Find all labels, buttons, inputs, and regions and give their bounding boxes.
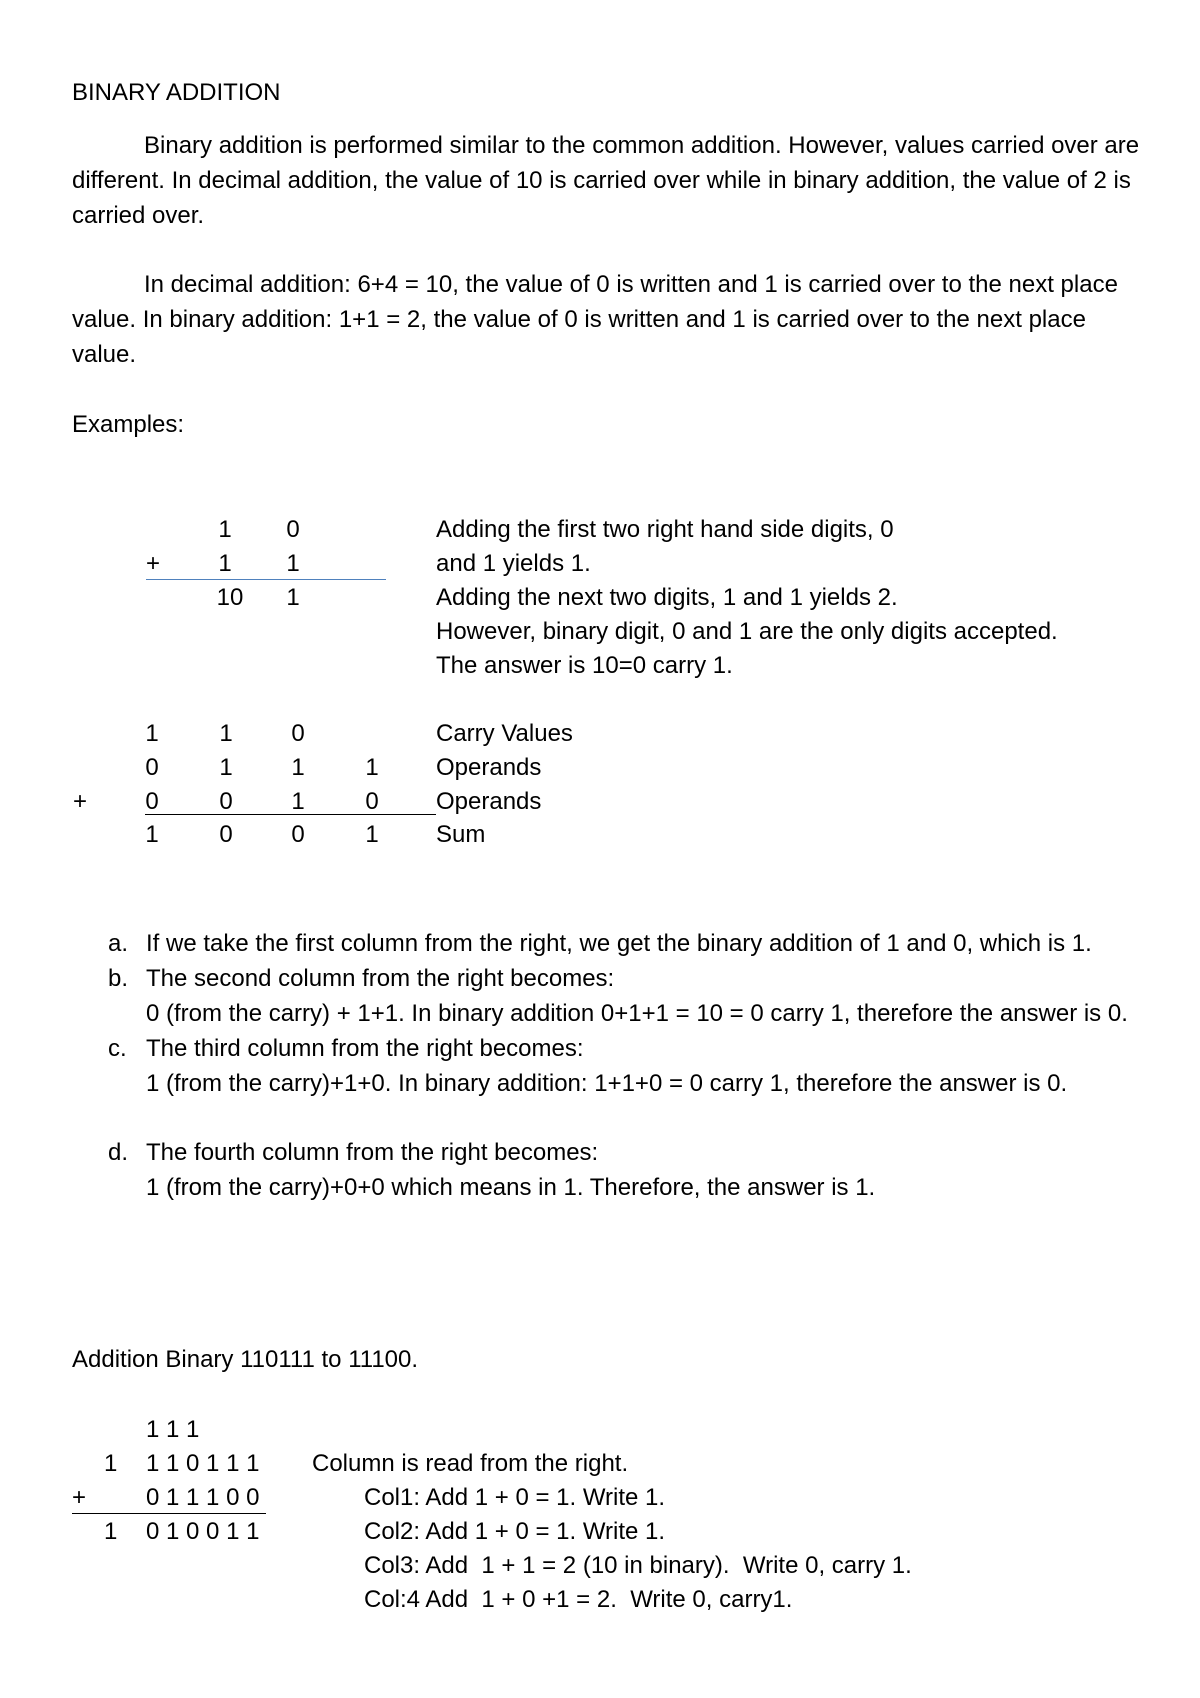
- ex1-note-line: The answer is 10=0 carry 1.: [436, 652, 733, 679]
- ex2-row-label: Operands: [436, 754, 542, 781]
- ex3-row2-digits: 0 1 1 1 0 0: [146, 1484, 260, 1511]
- ex1-note-line: and 1 yields 1.: [436, 550, 591, 577]
- list-item-text: 1 (from the carry)+0+0 which means in 1. Therefore, the answer is 1.: [146, 1174, 876, 1201]
- list-item-text: If we take the first column from the right, we get the binary addition of 1 and 0, which is 1.: [146, 930, 1092, 957]
- list-item-text: 1 (from the carry)+1+0. In binary addition: 1+1+0 = 0 carry 1, therefore the answer is 0.: [146, 1070, 1068, 1097]
- ex3-row1-prefix: 1: [104, 1450, 118, 1477]
- ex2-cell: 0: [219, 821, 233, 848]
- ex1-note-line: Adding the first two right hand side digits, 0: [436, 516, 894, 543]
- list-item-text: The second column from the right becomes:: [146, 965, 615, 992]
- list-item: [108, 1031, 1148, 1101]
- intro-paragraph-2: In decimal addition: 6+4 = 10, the value of 0 is written and 1 is carried over to the next place value. In binary addition: 1+1 = 2, the value of 0 is written and 1 is carried over to the next place value.: [72, 271, 1118, 368]
- ex2-cell: 1: [291, 754, 305, 781]
- ex1-note-line: Adding the next two digits, 1 and 1 yields 2.: [436, 584, 898, 611]
- ex2-cell: 1: [219, 754, 233, 781]
- ex3-note-line: Col2: Add 1 + 0 = 1. Write 1.: [364, 1518, 666, 1545]
- list-item-text: 0 (from the carry) + 1+1. In binary addition 0+1+1 = 10 = 0 carry 1, therefore the answer is 0.: [146, 1000, 1128, 1027]
- ex2-cell: 0: [145, 754, 159, 781]
- ex1-result-digit: 10: [216, 584, 244, 611]
- ex2-sum-rule: [145, 814, 436, 815]
- ex3-note-line: Column is read from the right.: [312, 1450, 629, 1477]
- ex3-note-line: Col3: Add 1 + 1 = 2 (10 in binary). Write 0, carry 1.: [364, 1552, 912, 1579]
- ex2-row-label: Sum: [436, 821, 486, 848]
- ex1-row2-digit: 1: [218, 550, 232, 577]
- list-item: [108, 1135, 1148, 1205]
- ex1-row2-digit: 1: [286, 550, 300, 577]
- ex2-cell: 0: [291, 720, 305, 747]
- ex3-heading: Addition Binary 110111 to 11100.: [72, 1346, 419, 1373]
- ex2-row-label: Operands: [436, 788, 542, 815]
- ex2-cell: 1: [365, 821, 379, 848]
- ex3-plus-sign: +: [72, 1484, 87, 1511]
- ex3-sum-digits: 0 1 0 0 1 1: [146, 1518, 260, 1545]
- list-item-text: The third column from the right becomes:: [146, 1035, 584, 1062]
- ex2-row-label: Carry Values: [436, 720, 573, 747]
- ex1-note-line: However, binary digit, 0 and 1 are the only digits accepted.: [436, 618, 1058, 645]
- ex2-cell: 0: [365, 788, 379, 815]
- list-marker: a.: [108, 930, 129, 957]
- ex1-sum-rule: [146, 579, 386, 580]
- list-marker: c.: [108, 1035, 127, 1062]
- ex2-cell: 0: [291, 821, 305, 848]
- examples-label: Examples:: [72, 411, 185, 438]
- list-marker: b.: [108, 965, 129, 992]
- ex3-row1-digits: 1 1 0 1 1 1: [146, 1450, 260, 1477]
- ex2-cell: 1: [219, 720, 233, 747]
- ex2-cell: 0: [145, 788, 159, 815]
- ex1-plus-sign: +: [145, 550, 160, 577]
- ex3-note-line: Col1: Add 1 + 0 = 1. Write 1.: [364, 1484, 666, 1511]
- ex3-note-line: Col:4 Add 1 + 0 +1 = 2. Write 0, carry1.: [364, 1586, 793, 1613]
- ex1-result-digit: 1: [286, 584, 300, 611]
- ex2-cell: 1: [291, 788, 305, 815]
- ex3-sum-prefix: 1: [104, 1518, 118, 1545]
- ex1-row1-digit: 0: [286, 516, 300, 543]
- list-item-text: The fourth column from the right becomes:: [146, 1139, 599, 1166]
- list-marker: d.: [108, 1139, 129, 1166]
- ex2-plus-sign: +: [72, 788, 87, 815]
- ex2-cell: 0: [219, 788, 233, 815]
- steps-list: [108, 926, 1148, 1205]
- intro-paragraph-1: Binary addition is performed similar to the common addition. However, values carried over are different. In decimal addition, the value of 10 is carried over while in binary addition, the value of 2 is carried over.: [72, 132, 1140, 229]
- ex2-cell: 1: [145, 720, 159, 747]
- ex2-cell: 1: [145, 821, 159, 848]
- document-title: BINARY ADDITION: [72, 79, 281, 106]
- ex1-row1-digit: 1: [218, 516, 232, 543]
- ex3-carry-row: 1 1 1: [146, 1416, 200, 1443]
- list-item: [108, 961, 1148, 1031]
- list-item: [108, 926, 1148, 961]
- ex2-cell: 1: [365, 754, 379, 781]
